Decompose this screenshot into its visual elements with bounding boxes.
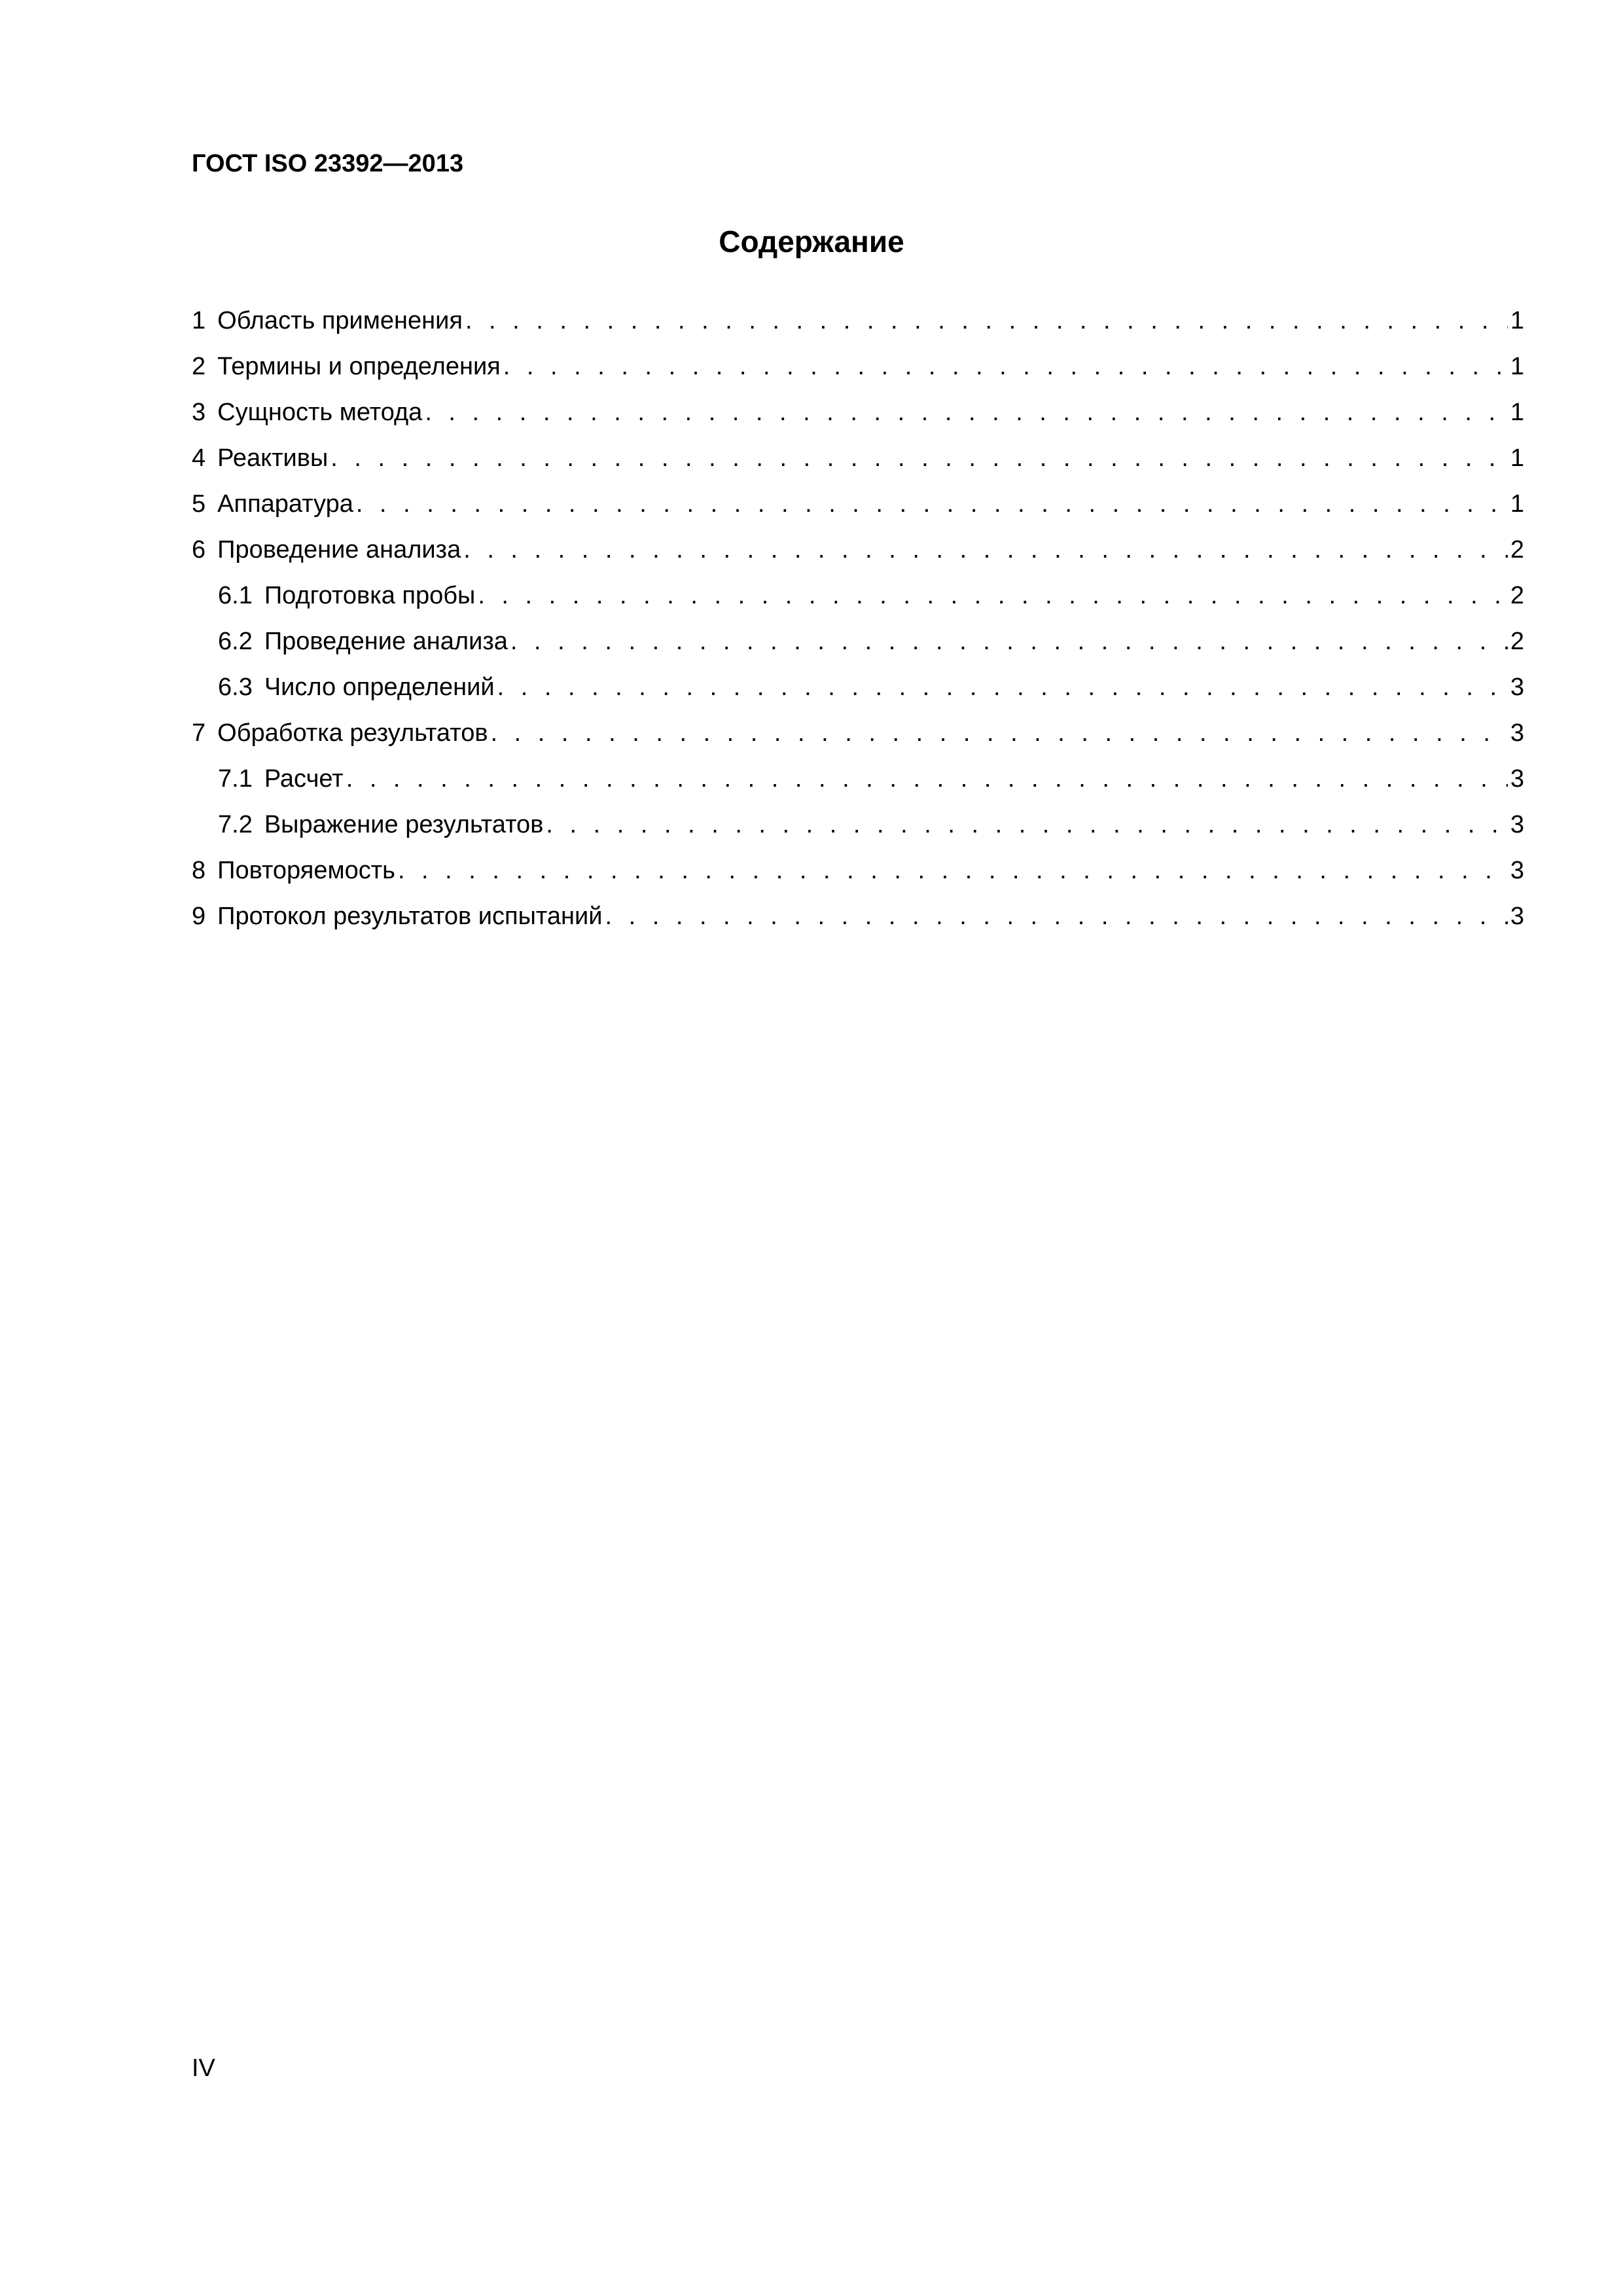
toc-entry: [192, 855, 1524, 901]
toc-entry-number: 2: [192, 353, 206, 380]
toc-entry-page: 1: [1510, 490, 1524, 518]
toc-dot-leader: [425, 397, 1508, 428]
toc-dot-leader: [503, 351, 1508, 382]
toc-entry-number: 3: [192, 399, 206, 426]
toc-entry-page: 3: [1510, 903, 1524, 930]
toc-entry-title: Подготовка пробы: [264, 582, 476, 609]
toc-dot-leader: [605, 901, 1507, 932]
toc-entry-title: Аппаратура: [217, 490, 353, 518]
toc-entry-title: Проведение анализа: [264, 628, 508, 655]
table-of-contents: [192, 305, 1524, 946]
toc-entry-title: Проведение анализа: [217, 536, 461, 564]
toc-entry-title: Повторяемость: [217, 857, 395, 884]
toc-dot-leader: [398, 855, 1508, 886]
toc-dot-leader: [478, 580, 1508, 611]
toc-entry-number: 7.2: [218, 811, 253, 838]
toc-dot-leader: [491, 717, 1508, 749]
toc-entry-number: 6: [192, 536, 206, 564]
toc-entry-title: Протокол результатов испытаний: [217, 903, 603, 930]
toc-entry-title: Реактивы: [217, 444, 329, 472]
toc-entry-page: 3: [1510, 765, 1524, 793]
toc-entry-title: Область применения: [217, 307, 463, 334]
toc-dot-leader: [546, 809, 1507, 840]
toc-entry-number: 4: [192, 444, 206, 472]
toc-entry-title: Сущность метода: [217, 399, 423, 426]
toc-dot-leader: [465, 305, 1508, 336]
toc-entry-page: 1: [1510, 307, 1524, 334]
page-number: IV: [192, 2054, 215, 2082]
toc-entry-title: Термины и определения: [217, 353, 501, 380]
toc-dot-leader: [346, 763, 1508, 795]
toc-entry-title: Обработка результатов: [217, 719, 488, 747]
toc-entry-number: 6.3: [218, 673, 253, 701]
toc-entry-page: 3: [1510, 811, 1524, 838]
toc-subentry: [192, 763, 1524, 809]
page-title: Содержание: [719, 224, 904, 259]
toc-entry-title: Расчет: [264, 765, 344, 793]
toc-dot-leader: [356, 488, 1508, 520]
toc-entry-number: 7.1: [218, 765, 253, 793]
toc-entry-number: 1: [192, 307, 206, 334]
toc-entry-number: 9: [192, 903, 206, 930]
toc-entry-number: 7: [192, 719, 206, 747]
toc-entry: [192, 397, 1524, 442]
toc-entry-number: 6.1: [218, 582, 253, 609]
toc-entry: [192, 534, 1524, 580]
toc-entry-title: Число определений: [264, 673, 495, 701]
toc-entry: [192, 717, 1524, 763]
toc-subentry: [192, 626, 1524, 672]
toc-dot-leader: [330, 442, 1508, 474]
toc-subentry: [192, 809, 1524, 855]
toc-entry-page: 2: [1510, 582, 1524, 609]
toc-entry-number: 5: [192, 490, 206, 518]
toc-entry-title: Выражение результатов: [264, 811, 544, 838]
standard-designation: ГОСТ ISO 23392—2013: [192, 150, 464, 177]
toc-entry: [192, 305, 1524, 351]
toc-entry-page: 2: [1510, 628, 1524, 655]
toc-entry-page: 3: [1510, 673, 1524, 701]
toc-dot-leader: [497, 672, 1508, 703]
toc-entry-number: 6.2: [218, 628, 253, 655]
toc-entry-page: 1: [1510, 353, 1524, 380]
toc-entry-page: 2: [1510, 536, 1524, 564]
toc-entry-page: 3: [1510, 857, 1524, 884]
toc-entry: [192, 901, 1524, 946]
toc-subentry: [192, 672, 1524, 717]
toc-entry-page: 1: [1510, 399, 1524, 426]
toc-entry-page: 3: [1510, 719, 1524, 747]
toc-entry-number: 8: [192, 857, 206, 884]
toc-entry: [192, 442, 1524, 488]
toc-entry: [192, 488, 1524, 534]
toc-entry-page: 1: [1510, 444, 1524, 472]
toc-dot-leader: [510, 626, 1508, 657]
toc-dot-leader: [463, 534, 1508, 565]
toc-subentry: [192, 580, 1524, 626]
toc-entry: [192, 351, 1524, 397]
